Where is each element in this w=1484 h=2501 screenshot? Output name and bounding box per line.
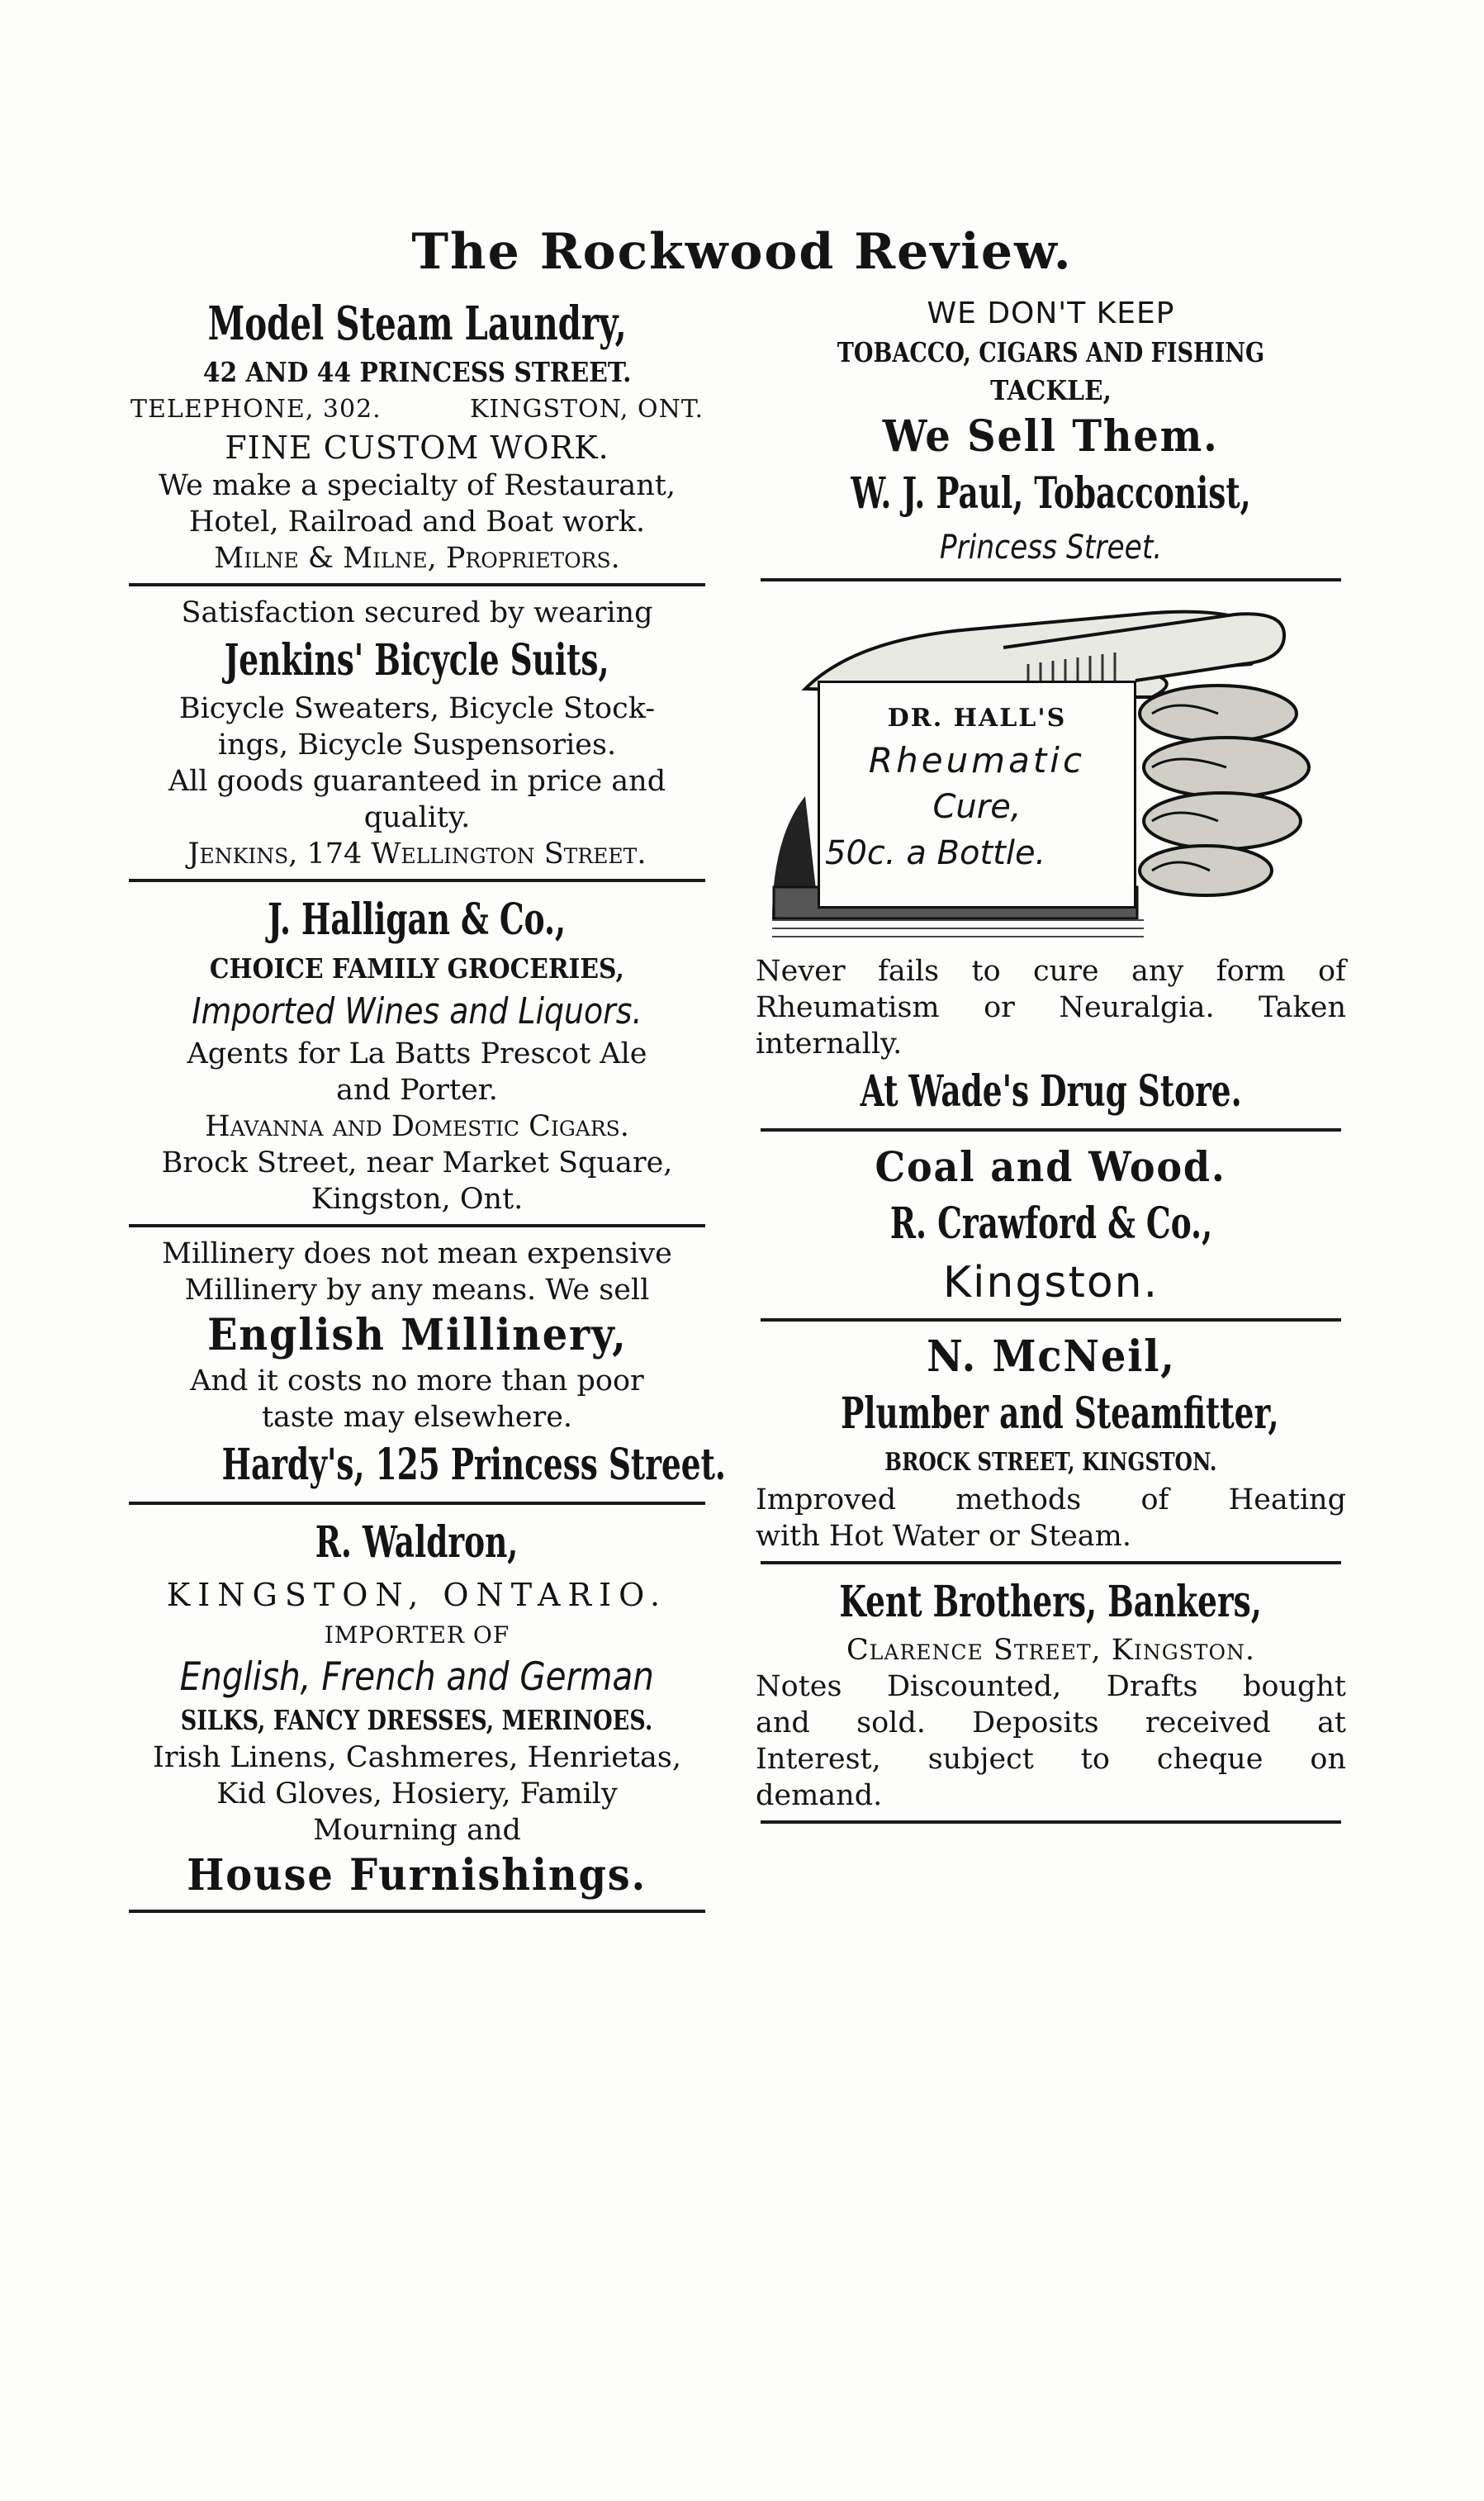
ad-kent-brothers: [756, 1573, 1346, 1814]
page-title: The Rockwood Review.: [411, 223, 1073, 281]
mcneil-name: Plumber and Steamfitter,: [841, 1388, 1279, 1439]
kent-body-1: Notes Discounted, Drafts bought: [756, 1670, 1346, 1703]
waldron-city: KINGSTON, ONTARIO.: [166, 1577, 668, 1613]
waldron-goods-2: Kid Gloves, Hosiery, Family: [216, 1777, 618, 1810]
ad-hardy: [124, 1236, 726, 1495]
divider: [129, 879, 705, 882]
hardy-intro-2: Millinery by any means. We sell: [184, 1274, 650, 1307]
divider: [129, 1502, 705, 1505]
divider: [761, 1820, 1341, 1824]
ad-waldron: [124, 1513, 710, 1903]
ad-mcneil: [756, 1330, 1346, 1554]
hardy-name: Hardy's, 125 Princess Street.: [221, 1440, 726, 1490]
divider: [129, 1910, 705, 1913]
waldron-goods-3: Mourning and: [313, 1814, 521, 1847]
halligan-agents-2: and Porter.: [336, 1074, 498, 1107]
paul-feature: We Sell Them.: [883, 411, 1219, 462]
hardy-body-1: And it costs no more than poor: [190, 1364, 644, 1398]
halligan-agents-1: Agents for La Batts Prescot Ale: [187, 1037, 647, 1070]
ad-paul-tobacconist: [756, 294, 1346, 572]
waldron-feature: House Furnishings.: [187, 1850, 647, 1901]
card-line-3: Cure,: [932, 788, 1022, 826]
halligan-cigars: Havanna and Domestic Cigars.: [205, 1110, 629, 1143]
laundry-telephone: TELEPHONE, 302.: [130, 395, 382, 424]
jenkins-items-1: Bicycle Sweaters, Bicycle Stock-: [178, 692, 656, 725]
right-column: [756, 294, 1346, 1832]
ad-crawford: [756, 1140, 1346, 1312]
halligan-address-2: Kingston, Ont.: [311, 1183, 524, 1216]
hall-store: At Wade's Drug Store.: [860, 1066, 1242, 1117]
halligan-address-1: Brock Street, near Market Square,: [161, 1146, 673, 1179]
hall-body-2: Rheumatism or Neuralgia. Taken: [756, 991, 1346, 1024]
paul-line-3: TACKLE,: [990, 374, 1112, 406]
divider: [761, 1561, 1341, 1564]
ad-halligan: [124, 890, 710, 1217]
ad-model-steam-laundry: [124, 294, 710, 577]
mcneil-feature: N. McNeil,: [926, 1331, 1176, 1382]
divider: [761, 578, 1341, 581]
ad-dr-hall: [756, 590, 1346, 1122]
halligan-groceries: CHOICE FAMILY GROCERIES,: [210, 952, 624, 985]
laundry-specialty-2: Hotel, Railroad and Boat work.: [188, 505, 646, 539]
paul-line-1: WE DON'T KEEP: [927, 297, 1175, 330]
dr-hall-card: [818, 681, 1136, 909]
waldron-name: R. Waldron,: [315, 1517, 519, 1568]
jenkins-name: Jenkins' Bicycle Suits,: [225, 635, 609, 686]
jenkins-guarantee-2: quality.: [363, 801, 471, 834]
hardy-body-2: taste may elsewhere.: [261, 1401, 573, 1434]
laundry-proprietors: Milne & Milne, Proprietors.: [214, 542, 620, 575]
pointing-hand-illustration: [756, 590, 1346, 953]
mcneil-address: BROCK STREET, KINGSTON.: [884, 1448, 1217, 1477]
mcneil-body-1: Improved methods of Heating: [756, 1483, 1346, 1516]
kent-body-4: demand.: [756, 1779, 883, 1812]
kent-name: Kent Brothers, Bankers,: [839, 1577, 1263, 1627]
hardy-intro-1: Millinery does not mean expensive: [162, 1237, 672, 1270]
laundry-name: Model Steam Laundry,: [207, 297, 627, 351]
divider: [761, 1128, 1341, 1132]
halligan-name: J. Halligan & Co.,: [268, 895, 567, 945]
waldron-goods-1: Irish Linens, Cashmeres, Henrietas,: [153, 1741, 681, 1774]
hardy-feature: English Millinery,: [206, 1310, 628, 1360]
hall-body-3: internally.: [756, 1027, 903, 1061]
laundry-address: 42 AND 44 PRINCESS STREET.: [202, 356, 632, 388]
divider: [129, 1224, 705, 1227]
laundry-specialty-1: We make a specialty of Restaurant,: [159, 469, 676, 502]
left-column: [124, 294, 726, 1921]
crawford-feature: Coal and Wood.: [875, 1142, 1227, 1191]
hall-body-1: Never fails to cure any form of: [756, 955, 1346, 988]
jenkins-guarantee-1: All goods guaranteed in price and: [168, 765, 666, 798]
card-line-4: 50c. a Bottle.: [825, 834, 1046, 872]
waldron-silks: SILKS, FANCY DRESSES, MERINOES.: [181, 1704, 653, 1736]
ad-jenkins: [124, 595, 710, 872]
halligan-wines: Imported Wines and Liquors.: [192, 990, 642, 1032]
kent-address: Clarence Street, Kingston.: [846, 1634, 1255, 1667]
paul-name: W. J. Paul, Tobacconist,: [851, 468, 1251, 519]
paul-line-2: TOBACCO, CIGARS AND FISHING: [837, 336, 1265, 368]
paul-street: Princess Street.: [939, 529, 1163, 567]
jenkins-address: Jenkins, 174 Wellington Street.: [187, 838, 647, 871]
card-line-1: DR. HALL'S: [887, 704, 1067, 733]
laundry-tagline: FINE CUSTOM WORK.: [225, 429, 609, 466]
kent-body-2: and sold. Deposits received at: [756, 1706, 1346, 1739]
divider: [761, 1318, 1341, 1322]
crawford-name: R. Crawford & Co.,: [889, 1198, 1212, 1249]
jenkins-intro: Satisfaction secured by wearing: [181, 596, 653, 629]
card-line-2: Rheumatic: [868, 740, 1086, 781]
waldron-importer: IMPORTER OF: [324, 1621, 510, 1649]
divider: [129, 583, 705, 586]
jenkins-items-2: ings, Bicycle Suspensories.: [217, 728, 617, 762]
laundry-city: KINGSTON, ONT.: [469, 395, 704, 424]
crawford-city: Kingston.: [942, 1258, 1159, 1307]
waldron-origins: English, French and German: [179, 1654, 655, 1700]
mcneil-body-2: with Hot Water or Steam.: [756, 1520, 1131, 1553]
kent-body-3: Interest, subject to cheque on: [756, 1743, 1346, 1776]
